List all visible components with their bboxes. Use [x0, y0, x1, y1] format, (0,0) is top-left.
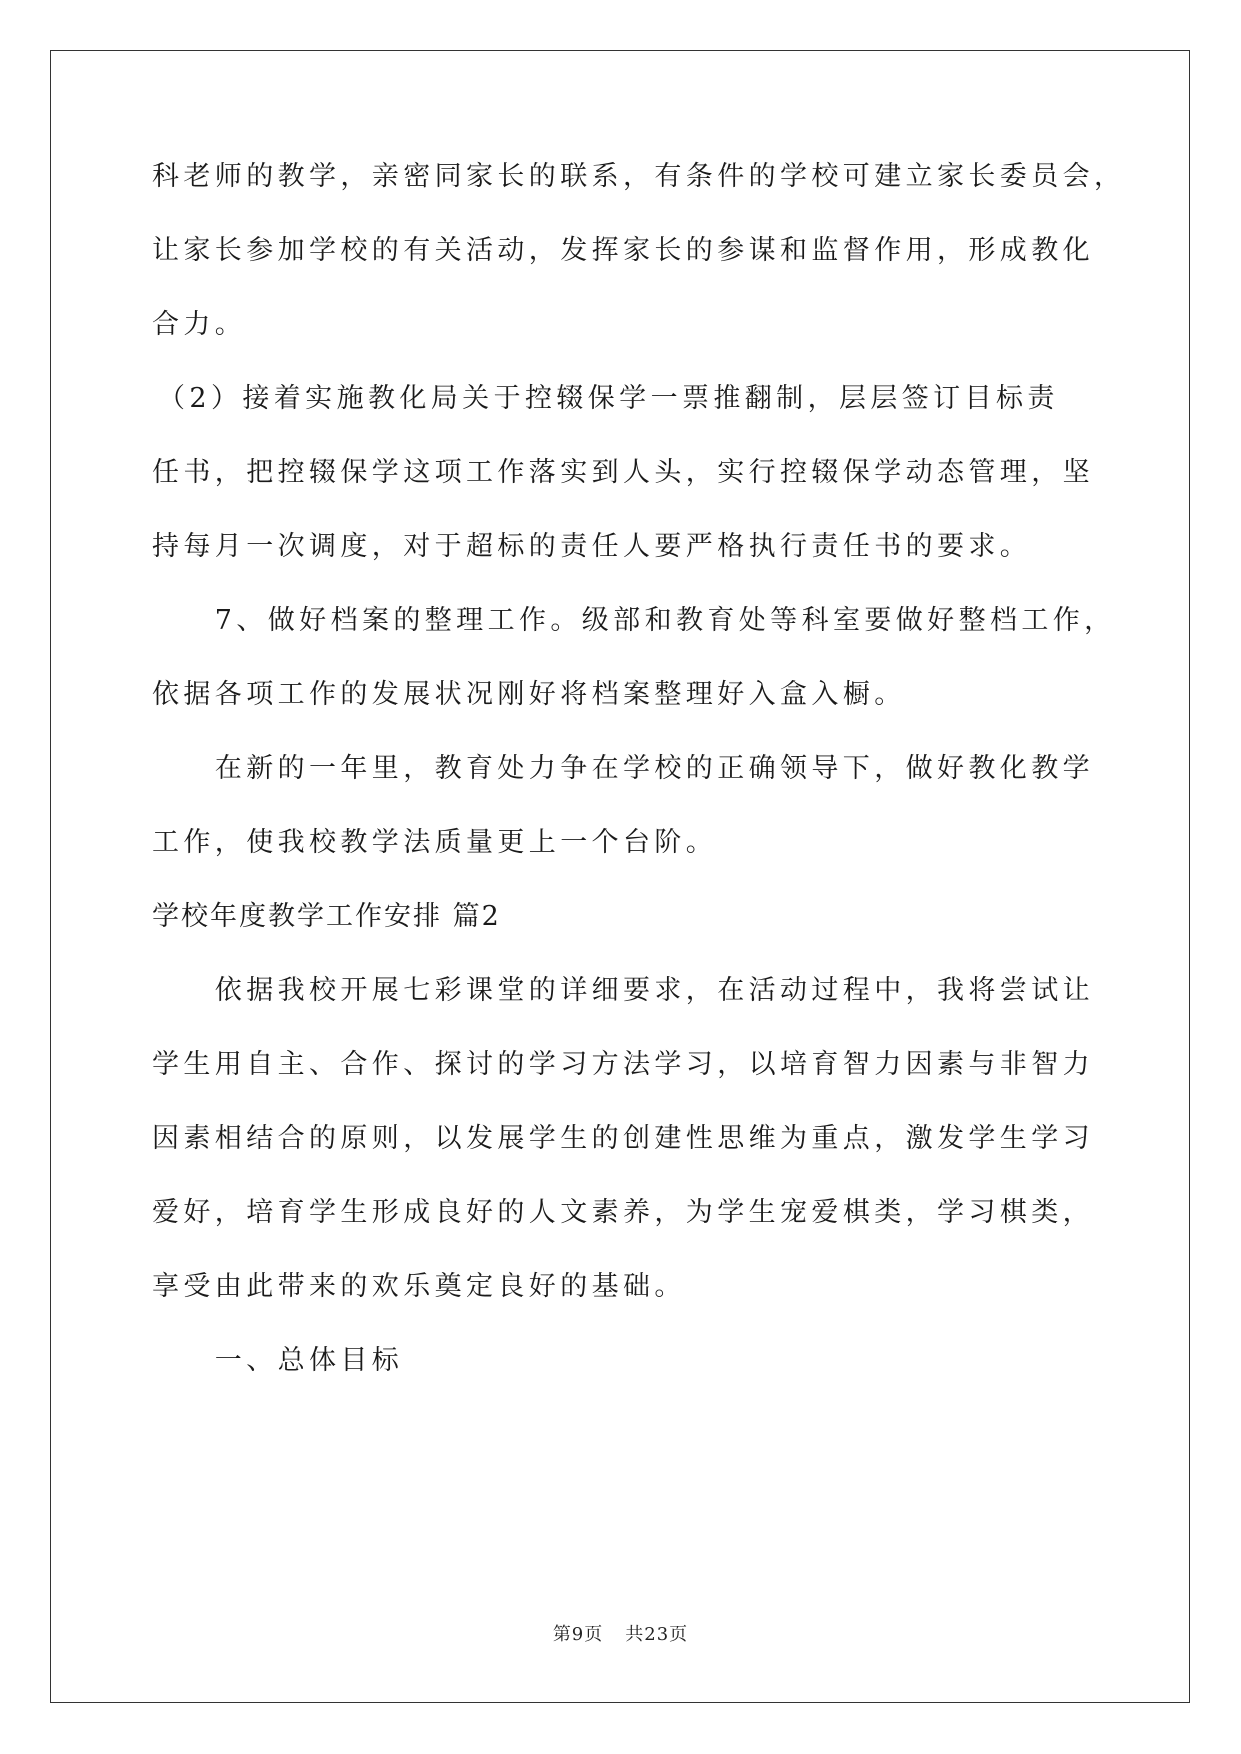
text-line: 科老师的教学，亲密同家长的联系，有条件的学校可建立家长委员会，: [152, 161, 1126, 192]
text-line: 享受由此带来的欢乐奠定良好的基础。: [152, 1271, 686, 1302]
text-line: 学生用自主、合作、探讨的学习方法学习，以培育智力因素与非智力: [152, 1049, 1094, 1080]
text-line: 因素相结合的原则，以发展学生的创建性思维为重点，激发学生学习: [152, 1123, 1094, 1154]
text-line: 合力。: [152, 309, 247, 340]
text-line: （2）接着实施教化局关于控辍保学一票推翻制，层层签订目标责: [158, 383, 1059, 414]
text-line: 在新的一年里，教育处力争在学校的正确领导下，做好教化教学: [152, 753, 1094, 784]
subsection-heading: 一、总体目标: [152, 1345, 404, 1376]
text-line: 依据各项工作的发展状况刚好将档案整理好入盒入橱。: [152, 679, 906, 710]
page-number: 第9页: [552, 1624, 604, 1645]
section-heading: 学校年度教学工作安排 篇2: [152, 901, 501, 932]
text-line: 爱好，培育学生形成良好的人文素养，为学生宠爱棋类，学习棋类，: [152, 1197, 1094, 1228]
text-line: 工作，使我校教学法质量更上一个台阶。: [152, 827, 718, 858]
text-line: 7、做好档案的整理工作。级部和教育处等科室要做好整档工作，: [152, 605, 1116, 636]
text-line: 持每月一次调度，对于超标的责任人要严格执行责任书的要求。: [152, 531, 1032, 562]
page-total: 共23页: [625, 1624, 689, 1645]
text-line: 让家长参加学校的有关活动，发挥家长的参谋和监督作用，形成教化: [152, 235, 1094, 266]
text-line: 依据我校开展七彩课堂的详细要求，在活动过程中，我将尝试让: [152, 975, 1094, 1006]
page-footer: [0, 1620, 1241, 1646]
text-line: 任书，把控辍保学这项工作落实到人头，实行控辍保学动态管理，坚: [152, 457, 1094, 488]
document-body: [152, 157, 1126, 1381]
